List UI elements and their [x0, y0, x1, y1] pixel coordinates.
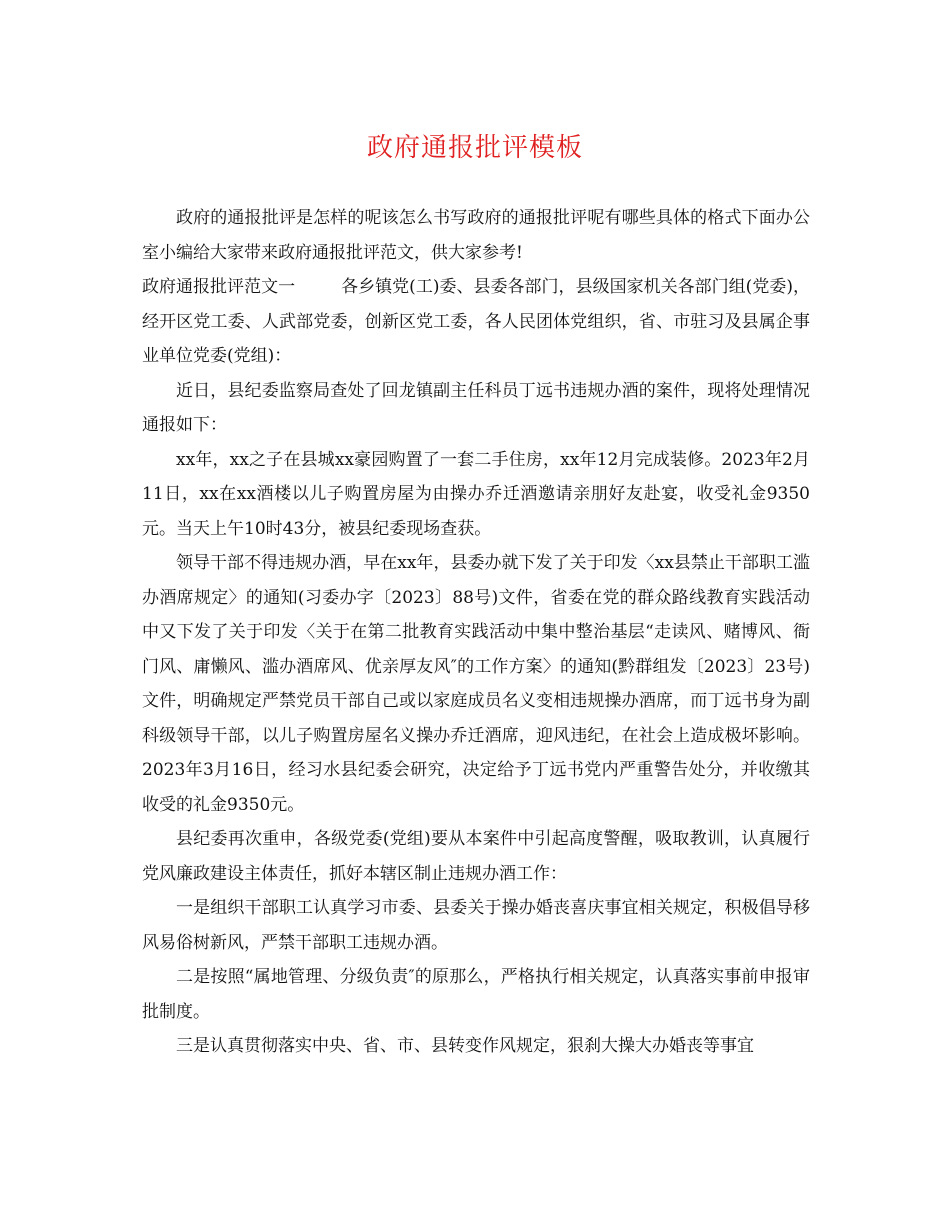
paragraph-point-one: 一是组织干部职工认真学习市委、县委关于操办婚丧喜庆事宜相关规定，积极倡导移风易俗树新风，严禁干部职工违规办酒。 — [142, 898, 810, 953]
intro-paragraph: 政府的通报批评是怎样的呢该怎么书写政府的通报批评呢有哪些具体的格式下面办公室小编给大家带来政府通报批评范文，供大家参考! — [142, 208, 810, 263]
paragraph-rules: 领导干部不得违规办酒，早在xx年，县委办就下发了关于印发〈xx县禁止干部职工滥办酒席规定〉的通知(习委办字〔2023〕88号)文件，省委在党的群众路线教育实践活动中又下发了关于印发〈关于在第二批教育实践活动中集中整治基层“走读风、赌博风、衙门风、庸懒风、滥办酒席风、优亲厚友风″的工作方案〉的通知(黔群组发〔2023〕23号)文件，明确规定严禁党员干部自己或以家庭成员名义变相违规操办酒席，而丁远书身为副科级领导干部，以儿子购置房屋名义操办乔迁酒席，迎风违纪，在社会上造成极坏影响。2023年3月16日，经习水县纪委会研究，决定给予丁远书党内严重警告处分，并收缴其收受的礼金9350元。 — [142, 553, 810, 815]
paragraph-facts: xx年，xx之子在县城xx豪园购置了一套二手住房，xx年12月完成装修。2023年2月11日，xx在xx酒楼以儿子购置房屋为由操办乔迁酒邀请亲朋好友赴宴，收受礼金9350元。当天上午10时43分，被县纪委现场查获。 — [142, 449, 810, 539]
example-heading-line — [142, 270, 810, 374]
example-heading: 政府通报批评范文一 — [142, 277, 296, 297]
example-addressees: 各乡镇党(工)委、县委各部门，县级国家机关各部门组(党委)，经开区党工委、人武部党委，创新区党工委，各人民团体党组织，省、市驻习及县属企事业单位党委(党组)： — [142, 277, 810, 366]
paragraph-reiterate: 县纪委再次重申，各级党委(党组)要从本案件中引起高度警醒，吸取教训，认真履行党风廉政建设主体责任，抓好本辖区制止违规办酒工作： — [142, 829, 810, 884]
document-body — [142, 201, 810, 1064]
document-title: 政府通报批评模板 — [366, 133, 583, 163]
paragraph-point-two: 二是按照“属地管理、分级负责″的原那么，严格执行相关规定，认真落实事前申报审批制度。 — [142, 967, 810, 1022]
paragraph-point-three: 三是认真贯彻落实中央、省、市、县转变作风规定，狠刹大操大办婚丧等事宜 — [176, 1036, 754, 1056]
paragraph-notice: 近日，县纪委监察局查处了回龙镇副主任科员丁远书违规办酒的案件，现将处理情况通报如下： — [142, 380, 810, 435]
